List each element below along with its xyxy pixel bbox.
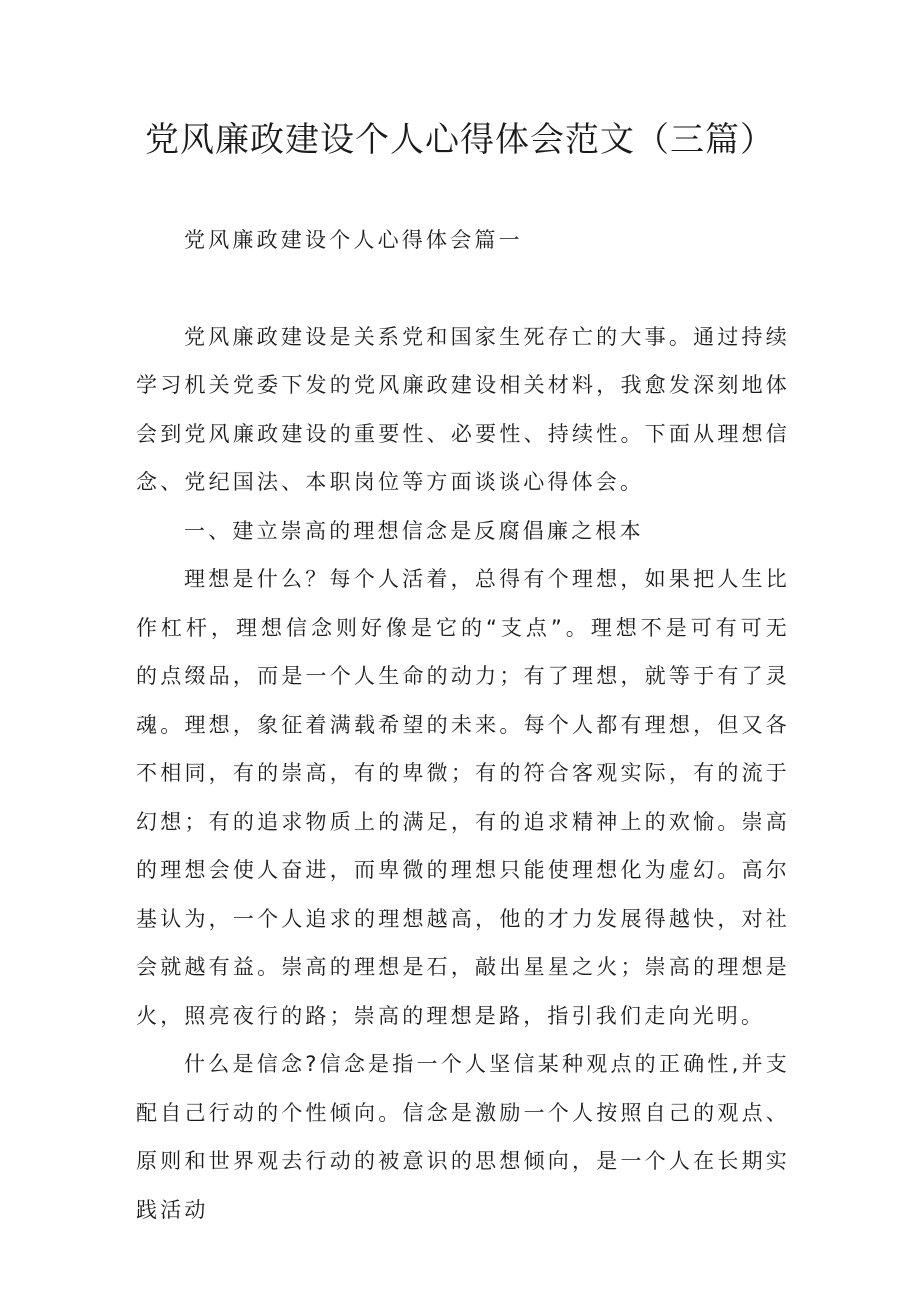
document-body <box>136 216 790 1234</box>
paragraph-beliefs: 什么是信念?信念是指一个人坚信某种观点的正确性,并支配自己行动的个性倾向。信念是激励一个人按照自己的观点、原则和世界观去行动的被意识的思想倾向，是一个人在长期实践活动 <box>136 1052 790 1222</box>
paragraph-intro: 党风廉政建设是关系党和国家生死存亡的大事。通过持续学习机关党委下发的党风廉政建设相关材料，我愈发深刻地体会到党风廉政建设的重要性、必要性、持续性。下面从理想信念、党纪国法、本职岗位等方面谈谈心得体会。 <box>136 324 790 494</box>
blank-line <box>136 265 790 313</box>
paragraph-heading-one: 一、建立崇高的理想信念是反腐倡廉之根本 <box>184 518 644 543</box>
paragraph-ideals: 理想是什么？每个人活着，总得有个理想，如果把人生比作杠杆，理想信念则好像是它的“支点”。理想不是可有可无的点缀品，而是一个人生命的动力；有了理想，就等于有了灵魂。理想，象征着满载希望的未来。每个人都有理想，但又各不相同，有的崇高，有的卑微；有的符合客观实际，有的流于幻想；有的追求物质上的满足，有的追求精神上的欢愉。崇高的理想会使人奋进，而卑微的理想只能使理想化为虚幻。高尔基认为，一个人追求的理想越高，他的才力发展得越快，对社会就越有益。崇高的理想是石，敲出星星之火；崇高的理想是火，照亮夜行的路；崇高的理想是路，指引我们走向光明。 <box>136 567 790 1028</box>
document-title: 党风廉政建设个人心得体会范文（三篇） <box>145 120 775 160</box>
section-subtitle: 党风廉政建设个人心得体会篇一 <box>184 228 523 252</box>
